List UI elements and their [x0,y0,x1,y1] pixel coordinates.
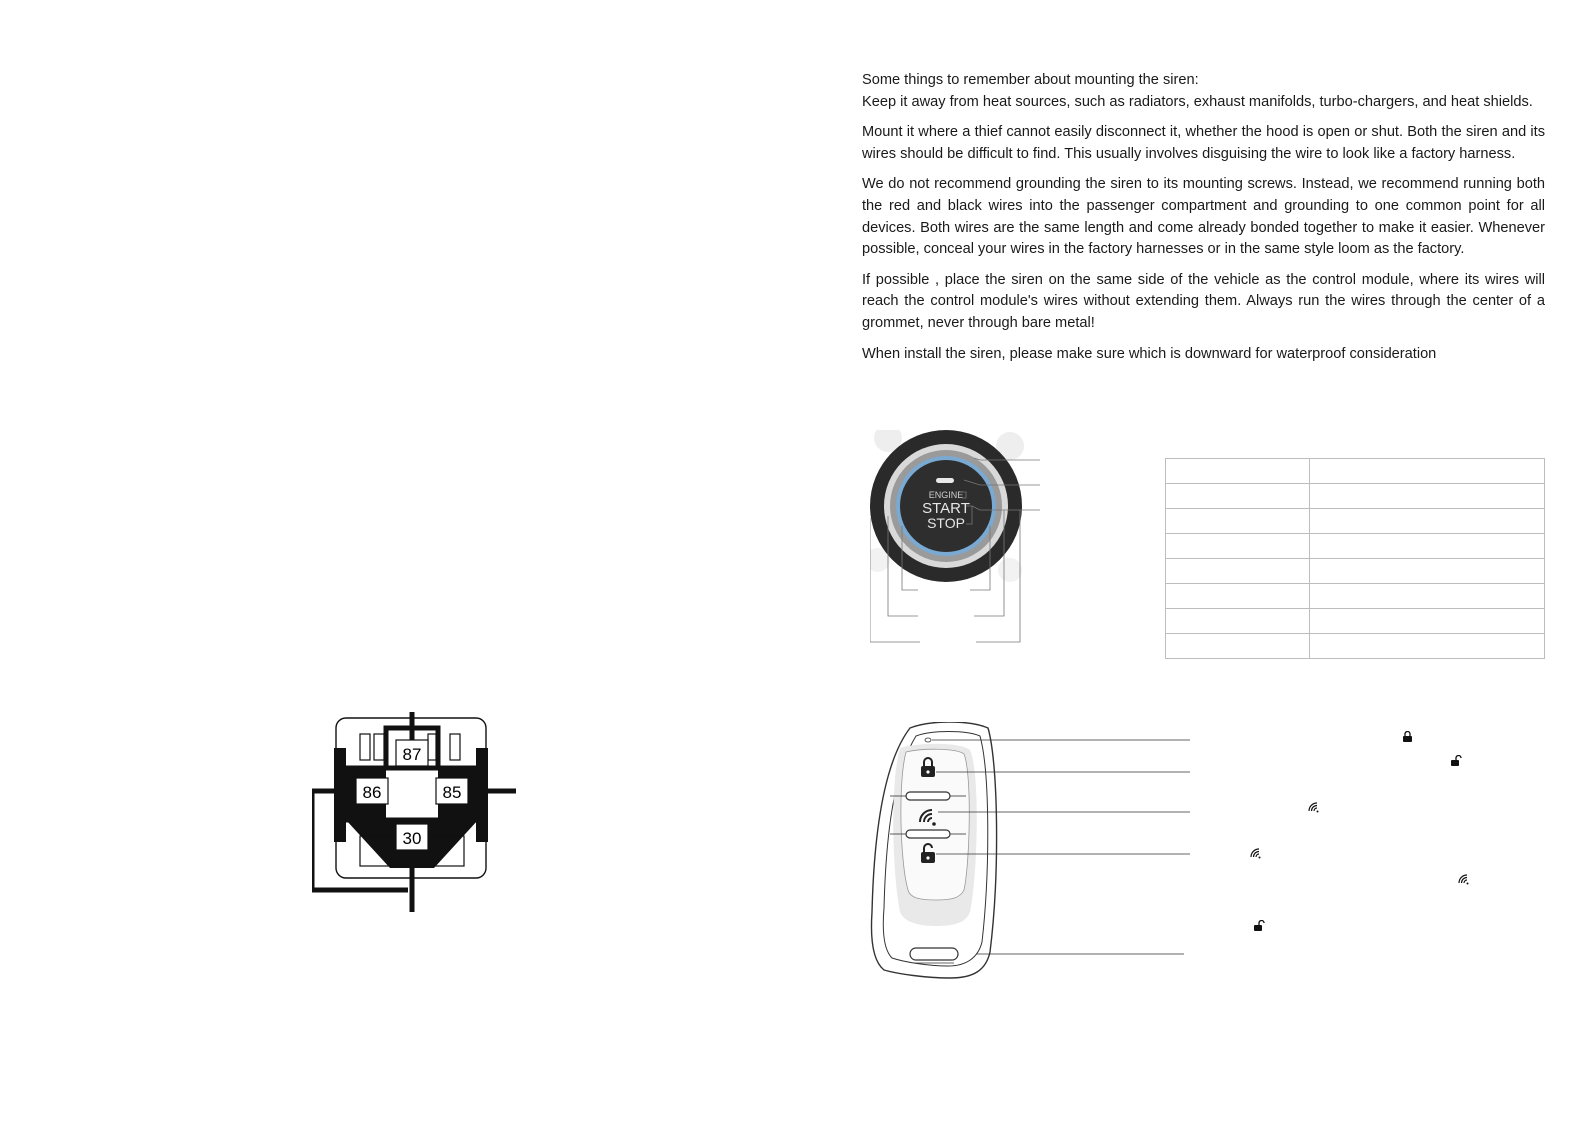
remote-start-icon [1308,802,1319,816]
unlock-icon [1451,755,1462,769]
start-label: START [922,500,970,517]
table-cell [1310,484,1545,509]
table-row [1166,609,1545,634]
table-cell [1310,634,1545,659]
siren-paragraph-3: We do not recommend grounding the siren to its mounting screws. Instead, we recommend running both the red and black wires into the passenger compartment and grounding to one common point for all devices. Both wires are the same length and come already bonded together to make it easier. Whenever possible, conceal your wires in the factory harnesses or in the same style loom as the factory. [862,176,1545,258]
relay-pin-diagram [312,712,516,912]
engine-label: ENGINE [928,490,964,500]
remote-start-icon [1250,848,1261,862]
siren-heading: Some things to remember about mounting the siren: [862,72,1199,88]
pin-86-label: 86 [362,783,382,802]
table-cell [1166,609,1310,634]
table-cell [1310,534,1545,559]
table-row [1166,559,1545,584]
engine-start-stop-button-diagram [870,430,1060,656]
heat-sources-text: Keep it away from heat sources, such as radiators, exhaust manifolds, turbo-chargers, and heat shields. [862,93,1533,110]
table-cell [1166,559,1310,584]
siren-paragraph-2: Mount it where a thief cannot easily disconnect it, whether the hood is open or shut. Both the siren and its wires should be difficult to find. This usually involves disguising the wire to look like a factory harness. [862,124,1545,162]
remote-key-fob-diagram [870,722,1190,987]
function-table [1165,458,1545,659]
table-cell [1310,459,1545,484]
unlock-icon [1254,920,1265,934]
table-row [1166,459,1545,484]
siren-paragraph-4: If possible , place the siren on the same side of the vehicle as the control module, where its wires will reach the control module's wires without extending them. Always run the wires through the center of a grommet, never through bare metal! [862,271,1545,331]
table-cell [1166,634,1310,659]
table-cell [1310,584,1545,609]
siren-paragraph-1 [862,70,1545,113]
pin-87-label: 87 [402,745,422,764]
stop-label: STOP [927,515,965,531]
lock-icon [1403,731,1412,745]
table-cell [1310,559,1545,584]
pin-30-label: 30 [402,829,422,848]
table-cell [1166,534,1310,559]
table-cell [1166,484,1310,509]
table-cell [1166,584,1310,609]
table-cell [1310,509,1545,534]
table-cell [1166,459,1310,484]
table-row [1166,584,1545,609]
table-row [1166,534,1545,559]
remote-start-icon [1458,874,1469,888]
table-cell [1166,509,1310,534]
table-cell [1310,609,1545,634]
table-row [1166,484,1545,509]
table-row [1166,634,1545,659]
siren-mounting-instructions [862,70,1545,374]
siren-paragraph-5: When install the siren, please make sure which is downward for waterproof consideration [862,345,1437,362]
pin-85-label: 85 [442,783,462,802]
table-row [1166,509,1545,534]
